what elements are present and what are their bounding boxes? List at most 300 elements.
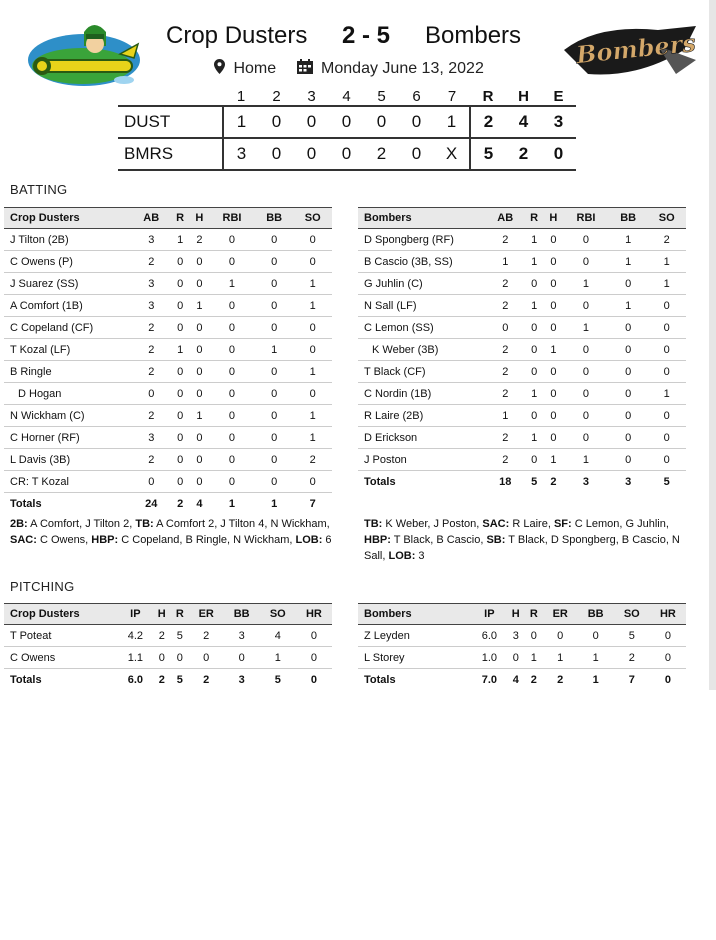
stat-value: 2: [132, 405, 171, 427]
inning-score: 1: [236, 112, 247, 131]
stat-value: 1.0: [472, 647, 507, 669]
inning-header: 2: [272, 88, 281, 105]
player-name: T Kozal (LF): [4, 339, 132, 361]
home-batting-notes: [364, 516, 688, 564]
player-name: Z Leyden: [358, 625, 472, 647]
stat-value: 0: [209, 471, 255, 493]
stat-value: 0: [190, 383, 209, 405]
stat-value: 0: [563, 339, 609, 361]
player-name: C Nordin (1B): [358, 383, 486, 405]
linescore-team: BMRS: [118, 138, 223, 170]
total-value: 18: [499, 475, 512, 488]
player-row: [4, 339, 332, 361]
inning-score: 0: [341, 112, 352, 131]
inning-header: 4: [342, 88, 351, 105]
stat-value: 0: [609, 339, 648, 361]
player-row: [358, 383, 686, 405]
stat-value: 1: [647, 383, 686, 405]
inning-score: X: [445, 144, 458, 163]
stat-value: 2: [486, 273, 525, 295]
stat-value: 0: [563, 361, 609, 383]
game-date: Monday June 13, 2022: [321, 60, 484, 77]
stat-column-header: ER: [543, 604, 578, 625]
stat-value: 2: [486, 449, 525, 471]
stat-value: 0: [171, 317, 190, 339]
inning-header: 1: [236, 88, 246, 105]
stat-value: 1: [293, 361, 332, 383]
stat-value: 0: [209, 339, 255, 361]
stat-column-header: SO: [614, 604, 650, 625]
stat-value: 0: [189, 647, 224, 669]
linescore-row: [118, 106, 576, 138]
note-label: HBP:: [364, 534, 391, 546]
player-name: A Comfort (1B): [4, 295, 132, 317]
crop-dusters-logo: [24, 14, 144, 94]
note-label: TB:: [364, 518, 383, 530]
stat-value: 0: [525, 273, 544, 295]
note-label: LOB:: [295, 534, 323, 546]
inning-score: 0: [411, 112, 422, 131]
game-header: [0, 0, 716, 90]
stat-value: 0: [224, 647, 260, 669]
total-value: 4: [512, 673, 519, 686]
inning-score: 3: [236, 144, 247, 163]
stat-value: 0: [647, 317, 686, 339]
stat-value: 1: [293, 427, 332, 449]
totals-label: Totals: [10, 673, 42, 686]
stat-value: 2: [486, 229, 525, 251]
stat-value: 0: [190, 317, 209, 339]
game-location: Home: [233, 60, 277, 77]
stat-value: 0: [209, 427, 255, 449]
player-name: C Lemon (SS): [358, 317, 486, 339]
stat-value: 2: [486, 361, 525, 383]
stat-value: 2: [132, 317, 171, 339]
linescore-team: DUST: [118, 106, 223, 138]
stat-value: 0: [209, 295, 255, 317]
stat-value: 1: [543, 647, 578, 669]
note-label: TB:: [135, 518, 154, 530]
away-batting-notes: [10, 516, 340, 548]
stat-value: 0: [609, 449, 648, 471]
player-row: [358, 427, 686, 449]
stat-value: 2: [647, 229, 686, 251]
player-row: [4, 295, 332, 317]
stat-value: 0: [255, 449, 294, 471]
stat-value: 0: [609, 273, 648, 295]
stat-value: 1: [544, 339, 563, 361]
player-name: G Juhlin (C): [358, 273, 486, 295]
stat-value: 0: [171, 405, 190, 427]
stat-value: 1: [563, 273, 609, 295]
stat-value: 0: [647, 295, 686, 317]
player-row: [4, 647, 332, 669]
note-text: C Copeland, B Ringle, N Wickham,: [118, 534, 296, 546]
note-text: T Black, B Cascio,: [390, 534, 487, 546]
stat-value: 0: [563, 383, 609, 405]
stat-value: 0: [563, 405, 609, 427]
stat-value: 0: [609, 405, 648, 427]
inning-score: 0: [306, 112, 317, 131]
player-row: [4, 273, 332, 295]
player-name: L Storey: [358, 647, 472, 669]
pitching-label: PITCHING: [10, 579, 75, 594]
stat-value: 0: [293, 471, 332, 493]
stat-value: 0: [543, 625, 578, 647]
total-value: 2: [530, 673, 537, 686]
final-score: 2 - 5: [342, 22, 391, 49]
total-value: 5: [176, 673, 183, 686]
total-value: 3: [238, 673, 245, 686]
linescore-h: 4: [518, 112, 529, 131]
stat-column-header: R: [525, 208, 544, 229]
stat-value: 0: [255, 361, 294, 383]
stat-value: 1: [525, 229, 544, 251]
stat-value: 0: [171, 251, 190, 273]
player-row: [358, 647, 686, 669]
stat-value: 0: [209, 229, 255, 251]
stat-value: 2: [486, 339, 525, 361]
stat-value: 5: [614, 625, 650, 647]
stat-value: 0: [544, 295, 563, 317]
player-row: [4, 427, 332, 449]
bombers-logo-text: Bombers: [574, 27, 697, 70]
inning-score: 2: [376, 144, 387, 163]
note-text: C Lemon, G Juhlin,: [571, 518, 669, 530]
stat-value: 0: [132, 471, 171, 493]
stat-value: 0: [296, 647, 332, 669]
stat-value: 2: [614, 647, 650, 669]
stat-value: 3: [132, 427, 171, 449]
stat-column-header: H: [544, 208, 563, 229]
stat-value: 2: [190, 229, 209, 251]
total-value: 5: [663, 475, 670, 488]
stat-column-header: R: [171, 604, 189, 625]
stat-value: 0: [650, 625, 686, 647]
rhe-header: E: [553, 88, 564, 105]
stat-value: 0: [609, 383, 648, 405]
stat-value: 1: [525, 251, 544, 273]
stat-value: 1: [609, 251, 648, 273]
stat-value: 0: [255, 251, 294, 273]
stat-value: 0: [578, 625, 614, 647]
player-row: [358, 361, 686, 383]
stat-value: 0: [132, 383, 171, 405]
stat-value: 0: [525, 361, 544, 383]
stat-value: 2: [486, 295, 525, 317]
stat-value: 0: [293, 339, 332, 361]
stat-value: 2: [132, 339, 171, 361]
stat-value: 0: [609, 317, 648, 339]
away-batting-table: [4, 207, 332, 514]
note-text: K Weber, J Poston,: [382, 518, 483, 530]
stat-value: 1: [486, 405, 525, 427]
stat-value: 0: [171, 647, 189, 669]
stat-value: 0: [190, 449, 209, 471]
player-row: [4, 471, 332, 493]
stat-value: 0: [209, 383, 255, 405]
player-row: [4, 361, 332, 383]
linescore-h: 2: [518, 144, 529, 163]
player-name: N Sall (LF): [358, 295, 486, 317]
player-name: D Spongberg (RF): [358, 229, 486, 251]
stat-value: 0: [296, 625, 332, 647]
stat-value: 0: [171, 471, 190, 493]
totals-row: [358, 669, 686, 691]
stat-value: 0: [190, 471, 209, 493]
total-value: 2: [557, 673, 564, 686]
stat-value: 0: [255, 317, 294, 339]
stat-value: 0: [255, 405, 294, 427]
stat-column-header: ER: [189, 604, 224, 625]
stat-value: 2: [132, 251, 171, 273]
total-value: 0: [310, 673, 317, 686]
player-row: [4, 383, 332, 405]
inning-header: 3: [307, 88, 316, 105]
total-value: 3: [582, 475, 590, 488]
note-label: LOB:: [388, 550, 416, 562]
stat-value: 4.2: [118, 625, 153, 647]
team-column-header: Bombers: [358, 604, 472, 625]
note-label: SAC:: [482, 518, 510, 530]
stats-header-row: [4, 604, 332, 625]
stat-value: 0: [171, 273, 190, 295]
stat-value: 2: [189, 625, 224, 647]
player-row: [4, 229, 332, 251]
player-row: [4, 317, 332, 339]
stat-value: 5: [171, 625, 189, 647]
player-row: [358, 317, 686, 339]
stat-value: 0: [171, 427, 190, 449]
team-column-header: Crop Dusters: [4, 604, 118, 625]
totals-row: [4, 669, 332, 691]
stat-value: 3: [132, 273, 171, 295]
inning-score: 0: [376, 112, 387, 131]
player-row: [358, 273, 686, 295]
totals-row: [358, 471, 686, 493]
stat-value: 3: [132, 229, 171, 251]
note-text: 3: [415, 550, 425, 562]
linescore-row: [118, 138, 576, 170]
note-text: R Laire,: [509, 518, 554, 530]
total-value: 3: [625, 475, 632, 488]
stat-column-header: BB: [609, 208, 648, 229]
total-value: 5: [531, 475, 538, 488]
stat-value: 1: [190, 295, 209, 317]
stat-value: 2: [293, 449, 332, 471]
stat-value: 0: [544, 383, 563, 405]
stat-value: 0: [209, 251, 255, 273]
stat-value: 1: [647, 251, 686, 273]
player-name: D Hogan: [4, 383, 132, 405]
linescore-table: [118, 88, 576, 171]
calendar-icon: [297, 59, 313, 79]
stat-value: 0: [563, 229, 609, 251]
location-pin-icon: [214, 59, 225, 79]
stat-value: 0: [190, 339, 209, 361]
linescore-e: 0: [553, 144, 564, 163]
stat-value: 1: [171, 339, 190, 361]
stat-column-header: SO: [647, 208, 686, 229]
away-pitching-table: [4, 603, 332, 690]
stat-value: 6.0: [472, 625, 507, 647]
home-pitching-table: [358, 603, 686, 690]
stat-value: 0: [171, 383, 190, 405]
player-row: [4, 405, 332, 427]
player-row: [4, 625, 332, 647]
stat-value: 0: [190, 251, 209, 273]
stat-column-header: HR: [296, 604, 332, 625]
player-name: CR: T Kozal: [4, 471, 132, 493]
stat-value: 1: [563, 449, 609, 471]
stat-value: 2: [486, 427, 525, 449]
player-name: B Ringle: [4, 361, 132, 383]
stat-value: 2: [132, 361, 171, 383]
total-value: 6.0: [127, 673, 144, 686]
batting-label: BATTING: [10, 182, 68, 197]
totals-row: [4, 493, 332, 515]
stat-value: 0: [544, 273, 563, 295]
away-team-name: Crop Dusters: [166, 22, 308, 49]
player-name: C Copeland (CF): [4, 317, 132, 339]
stat-value: 0: [486, 317, 525, 339]
stat-value: 0: [255, 383, 294, 405]
stat-value: 0: [255, 427, 294, 449]
stat-value: 0: [293, 229, 332, 251]
player-name: T Black (CF): [358, 361, 486, 383]
stat-value: 0: [609, 361, 648, 383]
inning-header: 7: [447, 88, 457, 105]
stat-value: 1: [578, 647, 614, 669]
player-row: [358, 339, 686, 361]
rhe-header: R: [482, 88, 494, 105]
stat-value: 0: [209, 449, 255, 471]
home-batting-table: [358, 207, 686, 492]
player-name: T Poteat: [4, 625, 118, 647]
stat-value: 0: [153, 647, 171, 669]
total-value: 7: [309, 497, 316, 510]
stat-value: 1: [525, 383, 544, 405]
stat-value: 1.1: [118, 647, 153, 669]
total-value: 5: [274, 673, 281, 686]
player-name: J Suarez (SS): [4, 273, 132, 295]
note-label: HBP:: [91, 534, 119, 546]
stat-column-header: BB: [255, 208, 294, 229]
player-row: [358, 449, 686, 471]
stat-value: 1: [293, 273, 332, 295]
stat-value: 0: [190, 273, 209, 295]
stat-value: 0: [647, 339, 686, 361]
stat-value: 0: [209, 405, 255, 427]
note-label: SAC:: [10, 534, 37, 546]
stat-value: 1: [563, 317, 609, 339]
rhe-header: H: [518, 88, 529, 105]
total-value: 2: [550, 475, 557, 488]
stat-value: 0: [209, 361, 255, 383]
stat-value: 2: [132, 449, 171, 471]
player-name: B Cascio (3B, SS): [358, 251, 486, 273]
player-name: J Poston: [358, 449, 486, 471]
stat-value: 1: [609, 229, 648, 251]
stat-value: 0: [544, 361, 563, 383]
stat-value: 0: [293, 251, 332, 273]
inning-score: 0: [411, 144, 422, 163]
total-value: 2: [203, 673, 210, 686]
total-value: 7.0: [481, 673, 498, 686]
stat-value: 0: [525, 625, 543, 647]
player-name: L Davis (3B): [4, 449, 132, 471]
stat-value: 0: [293, 317, 332, 339]
stat-value: 0: [255, 471, 294, 493]
total-value: 1: [592, 673, 599, 686]
stat-column-header: IP: [118, 604, 153, 625]
totals-label: Totals: [364, 475, 396, 488]
player-name: K Weber (3B): [358, 339, 486, 361]
linescore-e: 3: [553, 112, 564, 131]
inning-score: 0: [271, 112, 282, 131]
stat-value: 0: [544, 317, 563, 339]
stats-header-row: [358, 604, 686, 625]
stat-column-header: AB: [486, 208, 525, 229]
player-name: J Tilton (2B): [4, 229, 132, 251]
stat-value: 1: [525, 647, 543, 669]
stat-value: 0: [563, 427, 609, 449]
stat-column-header: HR: [650, 604, 686, 625]
stat-value: 0: [525, 317, 544, 339]
total-value: 4: [196, 497, 203, 510]
stat-value: 1: [293, 405, 332, 427]
stat-value: 0: [255, 295, 294, 317]
home-team-name: Bombers: [425, 22, 522, 49]
stat-value: 0: [255, 229, 294, 251]
total-value: 7: [628, 673, 635, 686]
inning-score: 1: [446, 112, 457, 131]
stat-column-header: SO: [260, 604, 296, 625]
note-label: SF:: [553, 518, 572, 530]
stat-column-header: R: [171, 208, 190, 229]
stat-value: 3: [224, 625, 260, 647]
stat-column-header: BB: [578, 604, 614, 625]
stat-value: 0: [544, 229, 563, 251]
inning-score: 0: [271, 144, 282, 163]
stat-value: 1: [609, 295, 648, 317]
total-value: 1: [228, 497, 236, 510]
inning-header: 6: [412, 88, 421, 105]
player-row: [358, 405, 686, 427]
stat-value: 2: [153, 625, 171, 647]
stat-value: 0: [255, 273, 294, 295]
stat-value: 1: [525, 427, 544, 449]
note-text: T Black, D Spongberg, B Cascio, N Sall,: [364, 534, 680, 562]
note-text: A Comfort, J Tilton 2,: [27, 518, 136, 530]
stat-value: 1: [190, 405, 209, 427]
stat-value: 3: [507, 625, 525, 647]
player-row: [358, 229, 686, 251]
team-column-header: Crop Dusters: [4, 208, 132, 229]
team-column-header: Bombers: [358, 208, 486, 229]
total-value: 2: [158, 673, 165, 686]
linescore-header: [118, 88, 576, 106]
stat-value: 0: [525, 339, 544, 361]
stat-value: 0: [171, 449, 190, 471]
stat-column-header: RBI: [563, 208, 609, 229]
page-edge: [709, 0, 716, 690]
stat-column-header: R: [525, 604, 543, 625]
stats-header-row: [4, 208, 332, 229]
total-value: 2: [177, 497, 184, 510]
total-value: 1: [271, 497, 278, 510]
player-name: C Owens: [4, 647, 118, 669]
